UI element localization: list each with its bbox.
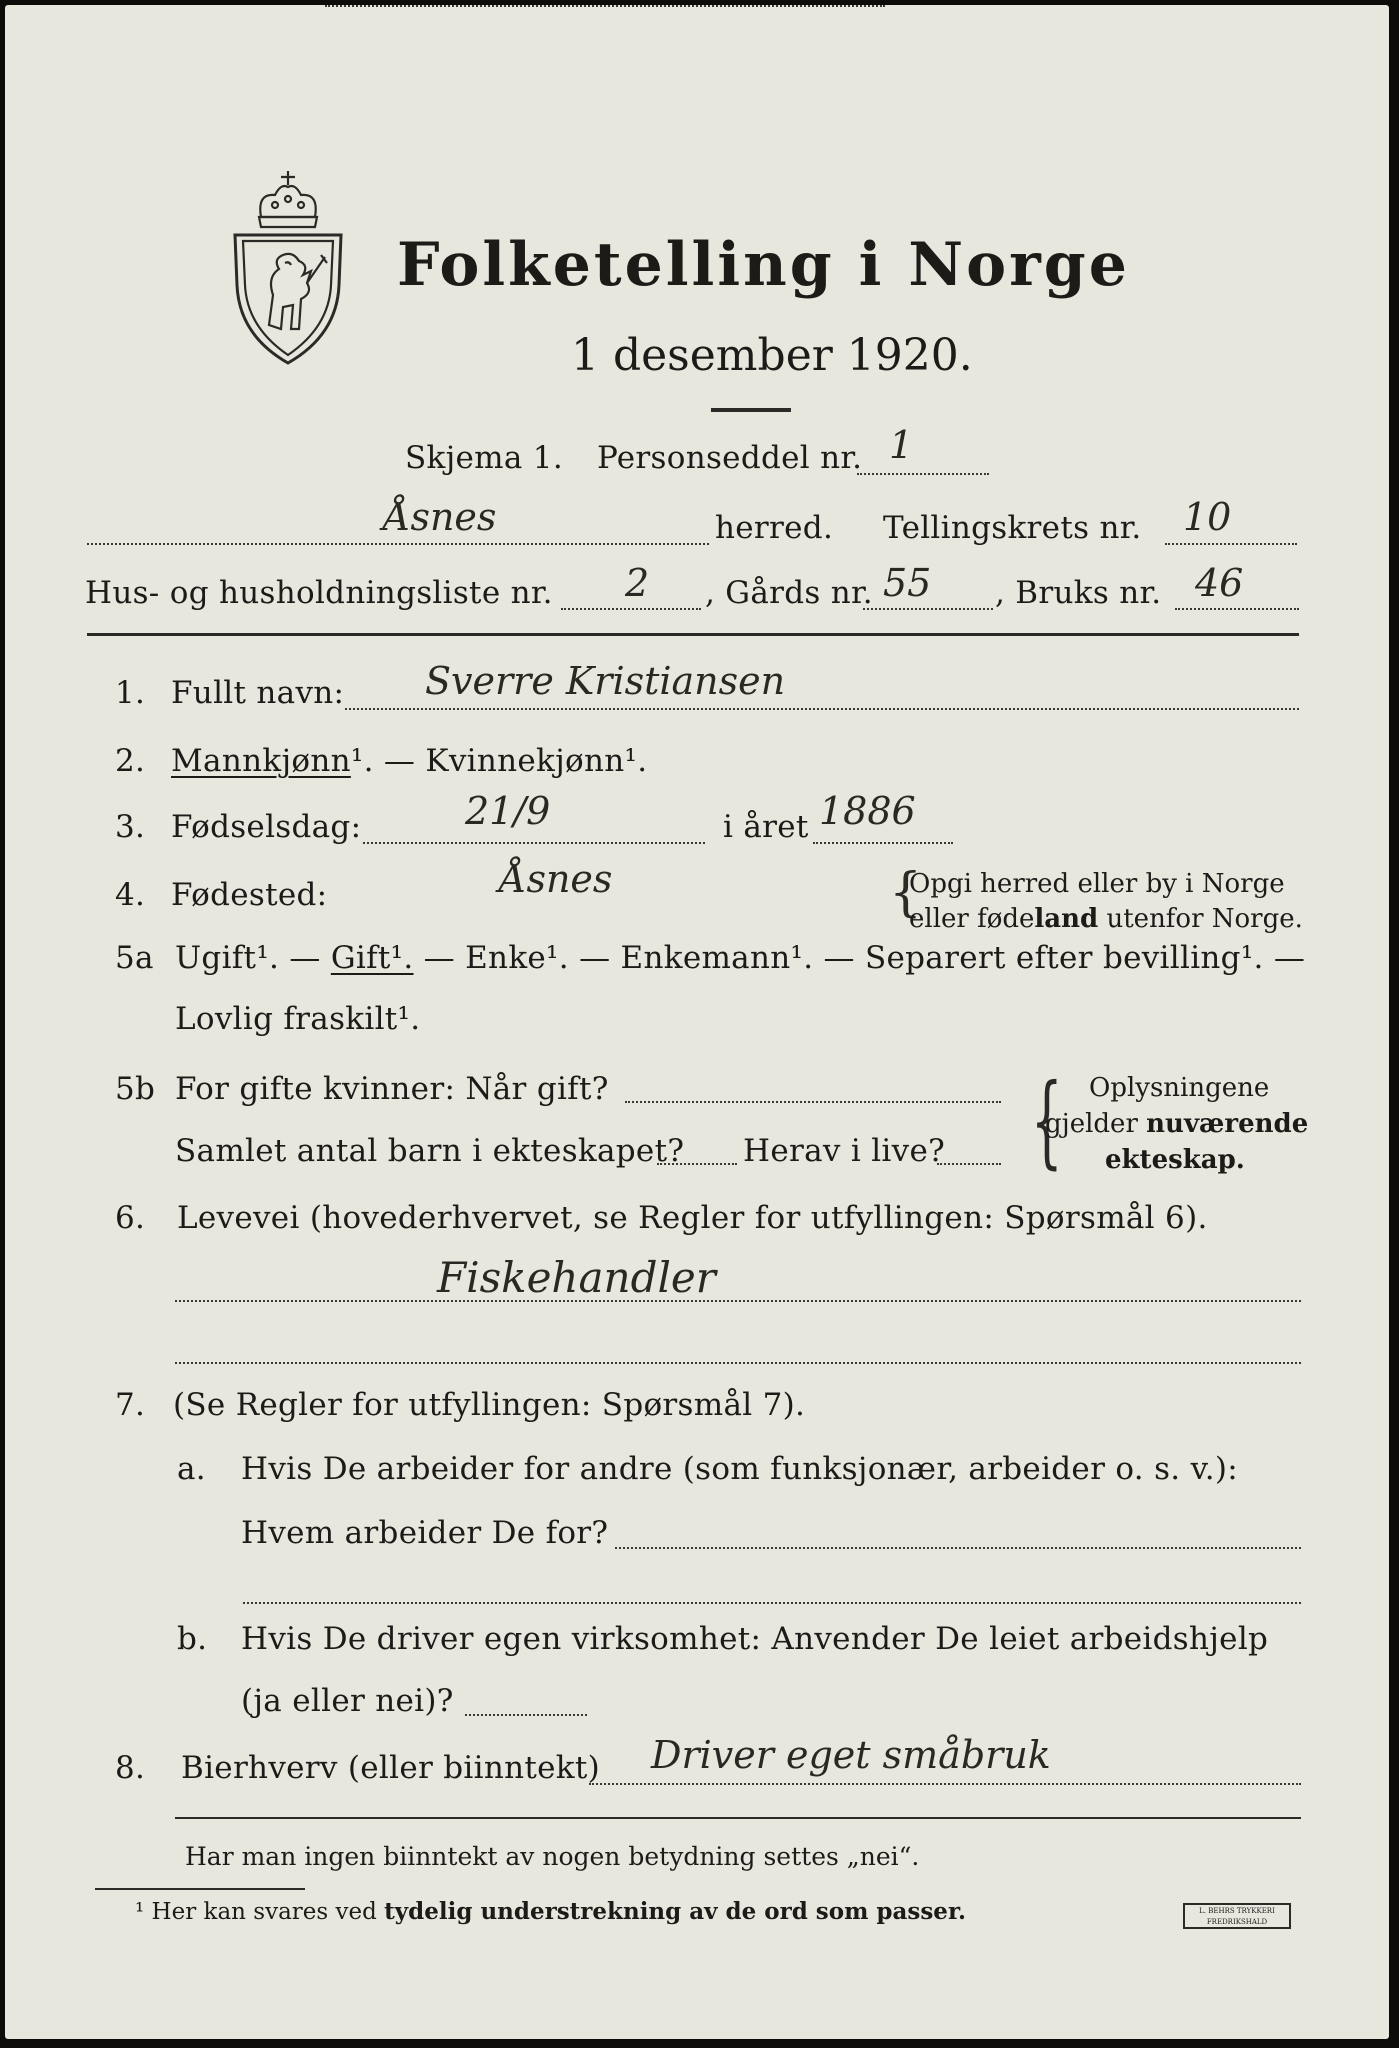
q5b-note-line2 xyxy=(1045,1109,1308,1139)
personseddel-label: Personseddel nr. xyxy=(597,440,863,476)
q5a-options xyxy=(175,940,1305,976)
bruks-label: , Bruks nr. xyxy=(995,575,1162,611)
q7b-answer-line xyxy=(465,1714,587,1716)
q5b-line1: For gifte kvinner: Når gift? xyxy=(175,1071,609,1107)
q7a-extra-line xyxy=(243,1602,1301,1604)
lovlig-fraskilt-option: Lovlig fraskilt¹. xyxy=(175,1001,421,1037)
skjema-label: Skjema 1. xyxy=(405,440,563,476)
q7a-letter: a. xyxy=(177,1451,206,1487)
q5b-note-brace: { xyxy=(1030,1062,1063,1179)
q3-label: Fødselsdag: xyxy=(171,809,362,845)
personseddel-value: 1 xyxy=(889,423,914,467)
q3-number: 3. xyxy=(115,809,146,845)
gards-line xyxy=(863,608,993,610)
printer-stamp xyxy=(1183,1903,1291,1929)
gift-option: Gift¹. xyxy=(330,940,414,976)
footnote xyxy=(135,1898,966,1925)
side-income-value: Driver eget småbruk xyxy=(651,1733,1051,1777)
personseddel-line xyxy=(857,473,989,475)
q5b-note-part-b: nuværende xyxy=(1146,1109,1309,1139)
footer-rule-top xyxy=(175,1817,1301,1819)
husliste-line xyxy=(561,608,701,610)
full-name-value: Sverre Kristiansen xyxy=(425,659,786,703)
census-form-sheet xyxy=(5,5,1389,2039)
q5a-number: 5a xyxy=(115,940,154,976)
occupation-value: Fiskehandler xyxy=(437,1253,716,1302)
kvinnekjonn-option: Kvinnekjønn¹. xyxy=(425,743,648,779)
header-rule xyxy=(87,633,1299,636)
q5b-note-part-a: gjelder xyxy=(1045,1109,1147,1139)
q8-label: Bierhverv (eller biinntekt) xyxy=(181,1750,601,1786)
gards-value: 55 xyxy=(883,561,932,605)
q5b-number: 5b xyxy=(115,1071,156,1107)
q4-note-brace: { xyxy=(889,863,923,923)
norwegian-lion-crest-icon xyxy=(227,165,349,370)
q7-label: (Se Regler for utfyllingen: Spørsmål 7). xyxy=(173,1387,806,1423)
page-title: Folketelling i Norge xyxy=(397,230,1130,300)
q2-separator: ¹. — xyxy=(350,743,426,779)
q8-number: 8. xyxy=(115,1750,146,1786)
q5a-remaining-options: — Enke¹. — Enkemann¹. — Separert efter bevilling¹. — xyxy=(413,940,1306,976)
q2-options xyxy=(171,743,647,779)
q5b-note-line3: ekteskap. xyxy=(1105,1145,1245,1175)
footnote-text-a: Her kan svares ved xyxy=(151,1899,385,1925)
q1-line xyxy=(345,708,1299,710)
q5b-alive-label: Herav i live? xyxy=(743,1133,946,1169)
q6-label: Levevei (hovederhvervet, se Regler for utfyllingen: Spørsmål 6). xyxy=(177,1200,1208,1236)
q7b-line1: Hvis De driver egen virksomhet: Anvender De leiet arbeidshjelp xyxy=(241,1621,1269,1657)
q7b-line2: (ja eller nei)? xyxy=(241,1683,454,1719)
herred-line xyxy=(87,543,709,545)
q3-year-line xyxy=(813,842,953,844)
footnote-text-b: tydelig understrekning av de ord som passer. xyxy=(384,1898,966,1925)
husliste-value: 2 xyxy=(625,561,650,605)
q4-label: Fødested: xyxy=(171,877,328,913)
bruks-line xyxy=(1175,608,1299,610)
q4-note-part-c: utenfor Norge. xyxy=(1098,904,1303,934)
tellingskrets-value: 10 xyxy=(1183,495,1232,539)
birthday-value: 21/9 xyxy=(465,789,551,833)
tellingskrets-line xyxy=(1165,543,1297,545)
q4-number: 4. xyxy=(115,877,146,913)
q7b-letter: b. xyxy=(177,1621,208,1657)
footnote-mark: ¹ xyxy=(135,1899,145,1925)
footer-note: Har man ingen biinntekt av nogen betydning settes „nei“. xyxy=(185,1842,920,1871)
gards-label: , Gårds nr. xyxy=(705,575,873,611)
bruks-value: 46 xyxy=(1195,561,1244,605)
q7a-line2: Hvem arbeider De for? xyxy=(241,1515,609,1551)
q8-line xyxy=(589,1783,1301,1785)
census-date: 1 desember 1920. xyxy=(571,330,973,381)
printer-stamp-text: L. BEHRS TRYKKERI FREDRIKSHALD xyxy=(1199,1907,1275,1926)
q1-label: Fullt navn: xyxy=(171,675,345,711)
herred-label: herred. xyxy=(715,510,834,546)
q5b-married-line xyxy=(625,1101,1001,1103)
q7a-employer-line xyxy=(615,1547,1301,1549)
q3-day-line xyxy=(363,842,705,844)
birthplace-value: Åsnes xyxy=(499,857,613,901)
mannkjonn-option: Mannkjønn xyxy=(171,743,351,779)
ugift-option: Ugift¹. — xyxy=(175,940,331,976)
q6-line2 xyxy=(175,1362,1301,1364)
q4-line xyxy=(325,5,885,7)
herred-value: Åsnes xyxy=(383,495,497,539)
q7-number: 7. xyxy=(115,1387,146,1423)
footnote-rule xyxy=(95,1888,305,1890)
q7a-line1: Hvis De arbeider for andre (som funksjonær, arbeider o. s. v.): xyxy=(241,1451,1239,1487)
q4-note-part-a: eller føde xyxy=(909,904,1035,934)
q3-year-label: i året xyxy=(723,809,809,845)
q4-note-part-b: land xyxy=(1034,904,1099,934)
q2-number: 2. xyxy=(115,743,146,779)
tellingskrets-label: Tellingskrets nr. xyxy=(883,510,1142,546)
title-divider xyxy=(711,408,791,412)
q5b-alive-line xyxy=(937,1163,1001,1165)
q5b-note-line1: Oplysningene xyxy=(1089,1073,1270,1103)
q6-line1 xyxy=(175,1300,1301,1302)
q1-number: 1. xyxy=(115,675,146,711)
q4-note-line2 xyxy=(909,904,1303,934)
q5b-children-label: Samlet antal barn i ekteskapet? xyxy=(175,1133,685,1169)
q4-note-line1: Opgi herred eller by i Norge xyxy=(909,869,1285,899)
q6-number: 6. xyxy=(115,1200,146,1236)
q5b-children-line xyxy=(657,1163,737,1165)
husliste-label: Hus- og husholdningsliste nr. xyxy=(85,575,553,611)
birth-year-value: 1886 xyxy=(819,789,916,833)
